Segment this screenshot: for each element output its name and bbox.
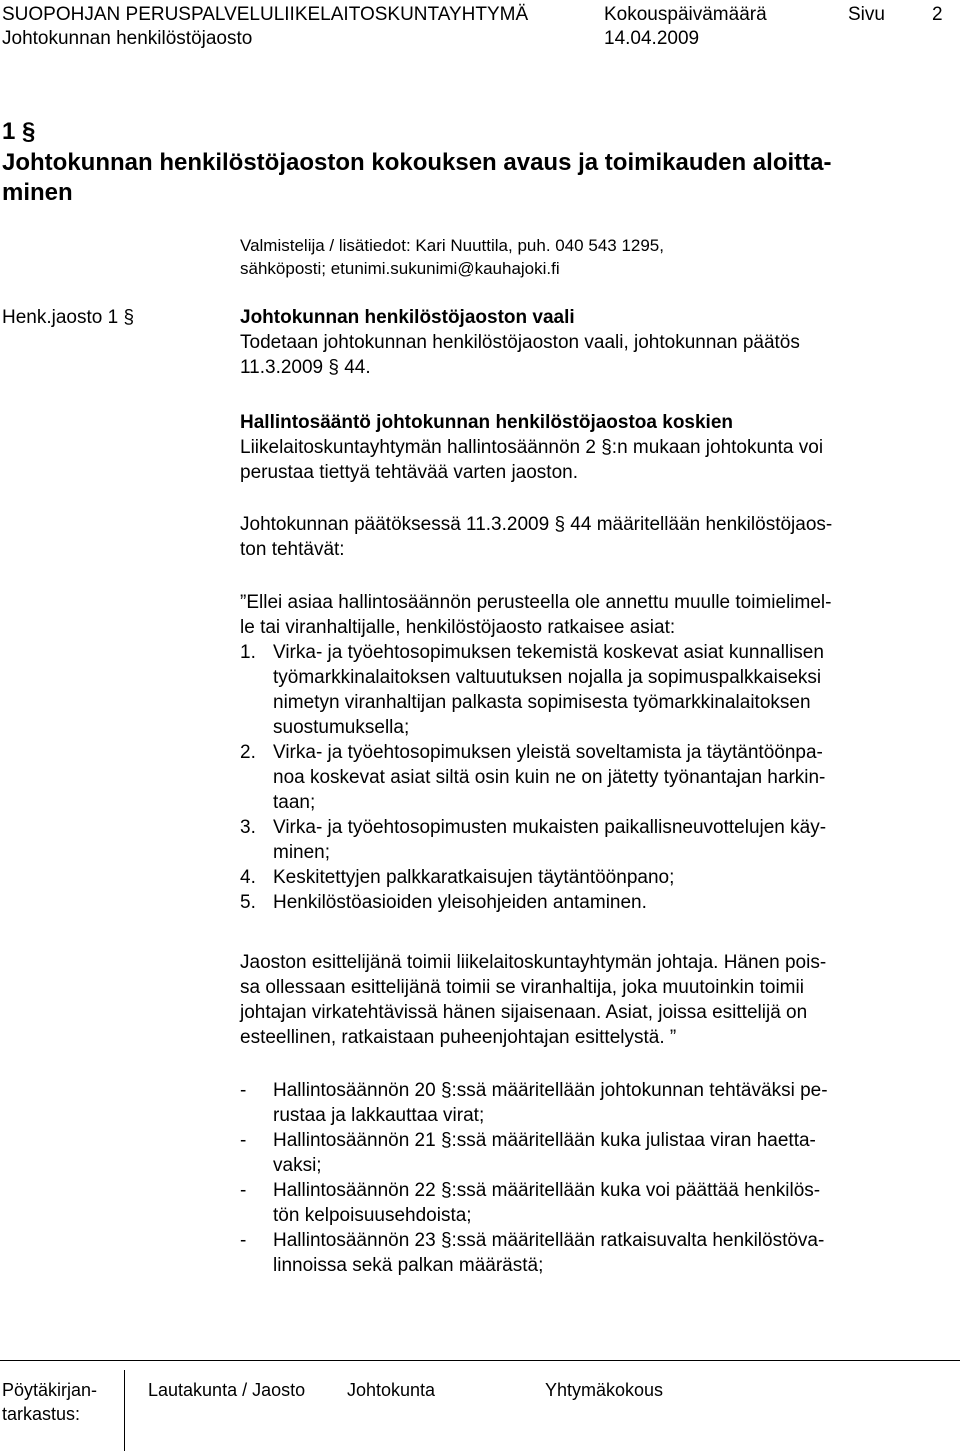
dash-text-line: vaksi; [273, 1155, 322, 1176]
dash-text-line: Hallintosäännön 20 §:ssä määritellään johtokunnan tehtäväksi pe- [273, 1080, 828, 1101]
task-text-line: suostumuksella; [273, 717, 410, 738]
header-page-number: 2 [932, 4, 943, 25]
presenter-line: Jaoston esittelijänä toimii liikelaitoskuntayhtymän johtaja. Hänen pois- [240, 952, 827, 973]
dash-marker: - [240, 1080, 247, 1101]
dash-text [273, 1078, 940, 1128]
dash-item [240, 1178, 940, 1228]
task-text [273, 815, 940, 865]
task-item [240, 865, 940, 890]
rules-heading: Hallintosääntö johtokunnan henkilöstöjaostoa koskien [240, 412, 734, 433]
election-heading: Johtokunnan henkilöstöjaoston vaali [240, 307, 575, 328]
task-text [273, 890, 940, 915]
task-list [240, 640, 940, 915]
dash-text [273, 1128, 940, 1178]
footer-checker-line2: tarkastus: [2, 1404, 81, 1424]
footer-vline-1 [124, 1370, 125, 1451]
decision-line1: Johtokunnan päätöksessä 11.3.2009 § 44 määritellään henkilöstöjaos- [240, 514, 833, 535]
dash-marker: - [240, 1130, 247, 1151]
presenter-block [240, 950, 940, 1050]
task-item [240, 890, 940, 915]
section-title-line1: Johtokunnan henkilöstöjaoston kokouksen avaus ja toimikauden aloitta- [2, 149, 832, 176]
decision-block [240, 512, 940, 562]
dash-list [240, 1078, 940, 1278]
rules-text-line2: perustaa tiettyä tehtävää varten jaoston. [240, 462, 578, 483]
header-page-label: Sivu [848, 4, 885, 25]
footer-assembly: Yhtymäkokous [545, 1380, 664, 1400]
dash-text-line: rustaa ja lakkauttaa virat; [273, 1105, 485, 1126]
header-org: SUOPOHJAN PERUSPALVELULIIKELAITOSKUNTAYHTYMÄ [2, 4, 529, 25]
task-text-line: Virka- ja työehtosopimuksen tekemistä koskevat asiat kunnallisen [273, 642, 824, 663]
section-sign: § [22, 118, 36, 145]
task-text-line: nimetyn viranhaltijan palkasta sopimisesta työmarkkinalaitoksen [273, 692, 811, 713]
quote-block [240, 590, 940, 915]
footer-checker-line1: Pöytäkirjan- [2, 1380, 98, 1400]
header-date: 14.04.2009 [604, 28, 700, 49]
presenter-text [240, 950, 940, 1050]
task-text-line: minen; [273, 842, 331, 863]
dash-text-line: Hallintosäännön 21 §:ssä määritellään kuka julistaa viran haetta- [273, 1130, 816, 1151]
preparer-line2: sähköposti; etunimi.sukunimi@kauhajoki.fi [240, 259, 560, 278]
dash-marker: - [240, 1230, 247, 1251]
task-item [240, 815, 940, 865]
item-reference: Henk.jaosto 1 § [2, 307, 135, 328]
task-text [273, 640, 940, 740]
dash-text [273, 1228, 940, 1278]
task-text-line: Virka- ja työehtosopimuksen yleistä soveltamista ja täytäntöönpa- [273, 742, 823, 763]
task-text-line: taan; [273, 792, 316, 813]
dash-item [240, 1078, 940, 1128]
section-number-value: 1 [2, 118, 16, 145]
dash-item [240, 1228, 940, 1278]
header-meeting-date-label: Kokouspäivämäärä [604, 4, 767, 25]
election-text-line1: Todetaan johtokunnan henkilöstöjaoston vaali, johtokunnan päätös [240, 332, 800, 353]
task-marker: 4. [240, 867, 256, 888]
dash-list-block [240, 1078, 940, 1278]
quote-line2: le tai viranhaltijalle, henkilöstöjaosto ratkaisee asiat: [240, 617, 676, 638]
dash-text-line: linnoissa sekä palkan määrästä; [273, 1255, 544, 1276]
footer-divider [0, 1360, 960, 1361]
decision-line2: ton tehtävät: [240, 539, 345, 560]
presenter-line: johtajan virkatehtävissä hänen sijaisenaan. Asiat, joissa esittelijä on [240, 1002, 808, 1023]
task-text-line: noa koskevat asiat siltä osin kuin ne on jätetty työnantajan harkin- [273, 767, 826, 788]
task-text [273, 740, 940, 815]
task-marker: 3. [240, 817, 256, 838]
presenter-line: sa ollessaan esittelijänä toimii se viranhaltija, joka muutoinkin toimii [240, 977, 804, 998]
task-text-line: työmarkkinalaitoksen valtuutuksen nojalla ja sopimuspalkkaiseksi [273, 667, 822, 688]
dash-text-line: Hallintosäännön 23 §:ssä määritellään ratkaisuvalta henkilöstöva- [273, 1230, 825, 1251]
dash-text-line: Hallintosäännön 22 §:ssä määritellään kuka voi päättää henkilös- [273, 1180, 821, 1201]
section-title-line2: minen [2, 179, 73, 206]
task-item [240, 740, 940, 815]
preparer-info [240, 234, 664, 280]
dash-marker: - [240, 1180, 247, 1201]
task-text-line: Virka- ja työehtosopimusten mukaisten paikallisneuvottelujen käy- [273, 817, 827, 838]
footer-directors: Johtokunta [347, 1380, 436, 1400]
footer-board: Lautakunta / Jaosto [148, 1380, 306, 1400]
rules-block [240, 410, 940, 485]
section-number [2, 117, 35, 147]
election-text-line2: 11.3.2009 § 44. [240, 357, 371, 378]
task-marker: 2. [240, 742, 256, 763]
task-marker: 5. [240, 892, 256, 913]
task-item [240, 640, 940, 740]
task-text-line: Keskitettyjen palkkaratkaisujen täytäntöönpano; [273, 867, 675, 888]
footer-checker [2, 1378, 97, 1426]
task-text-line: Henkilöstöasioiden yleisohjeiden antaminen. [273, 892, 647, 913]
presenter-line: esteellinen, ratkaistaan puheenjohtajan esittelystä. ” [240, 1027, 677, 1048]
rules-text-line1: Liikelaitoskuntayhtymän hallintosäännön 2 §:n mukaan johtokunta voi [240, 437, 824, 458]
section-title [2, 148, 831, 208]
header-committee: Johtokunnan henkilöstöjaosto [2, 28, 253, 49]
preparer-line1: Valmistelija / lisätiedot: Kari Nuuttila, puh. 040 543 1295, [240, 236, 664, 255]
dash-text [273, 1178, 940, 1228]
task-text [273, 865, 940, 890]
dash-text-line: tön kelpoisuusehdoista; [273, 1205, 472, 1226]
election-block [240, 305, 940, 380]
quote-line1: ”Ellei asiaa hallintosäännön perusteella ole annettu muulle toimielimel- [240, 592, 832, 613]
dash-item [240, 1128, 940, 1178]
task-marker: 1. [240, 642, 256, 663]
